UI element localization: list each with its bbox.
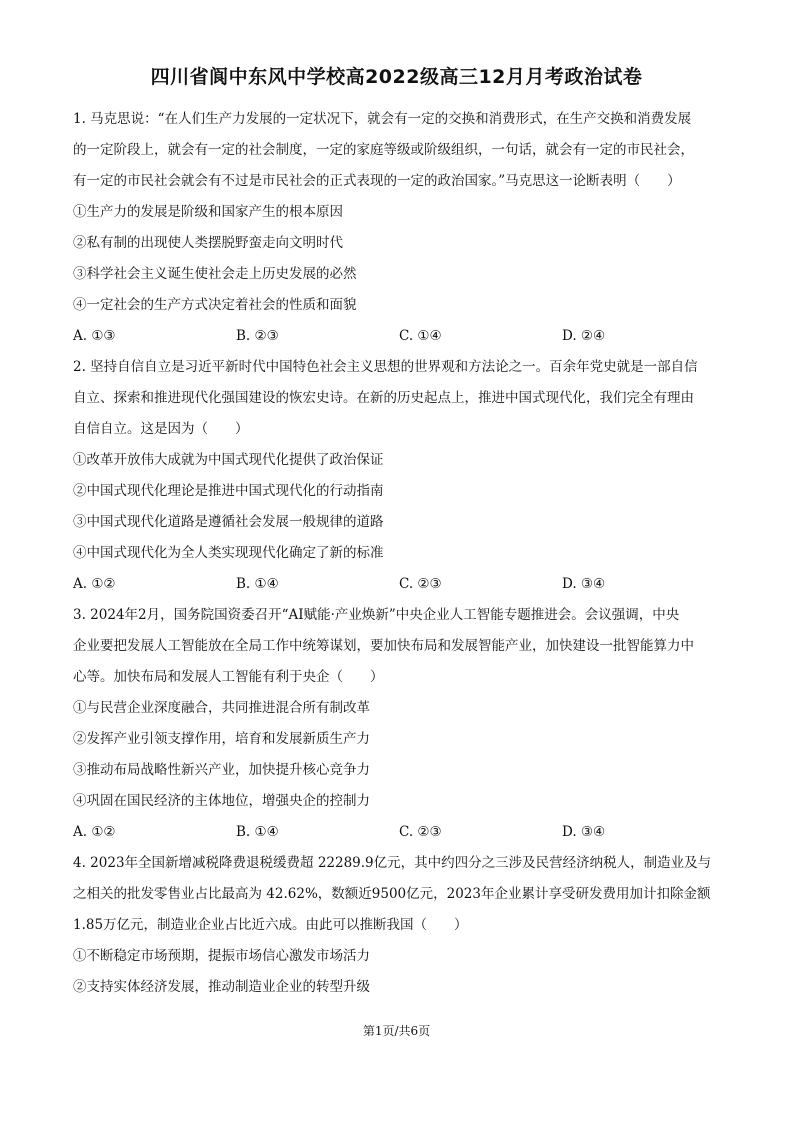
- page-number: 第1页/共6页: [362, 1024, 431, 1038]
- statement-item: ④中国式现代化为全人类实现现代化确定了新的标准: [73, 545, 384, 561]
- answer-options: [73, 569, 725, 600]
- question-block: [73, 848, 725, 1003]
- question-stem-line: 有一定的市民社会就会有不过是市民社会的正式表现的一定的政治国家。”马克思这一论断表明（ ）: [73, 173, 681, 189]
- statement-item: ③中国式现代化道路是遵循社会发展一般规律的道路: [73, 514, 384, 530]
- answer-option: D. ③④: [562, 824, 606, 840]
- question-stem-line: 企业要把发展人工智能放在全局工作中统筹谋划，要加快布局和发展智能产业，加快建设一批智能算力中: [73, 638, 694, 654]
- question-stem-line: 自立、探索和推进现代化强国建设的恢宏史诗。在新的历史起点上，推进中国式现代化，我们完全有理由: [73, 390, 694, 406]
- question-stem-line: 的一定阶段上，就会有一定的社会制度，一定的家庭等级或阶级组织，一句话，就会有一定的市民社会，: [73, 142, 694, 158]
- answer-option: A. ①③: [73, 328, 116, 344]
- answer-options: [73, 817, 725, 848]
- answer-option: A. ①②: [73, 576, 116, 592]
- answer-option: C. ①④: [399, 328, 442, 344]
- statement-item: ③科学社会主义诞生使社会走上历史发展的必然: [73, 266, 357, 282]
- question-block: [73, 104, 725, 352]
- question-stem-line: 心等。加快布局和发展人工智能有利于央企（ ）: [73, 669, 384, 685]
- question-stem-line: 4. 2023年全国新增减税降费退税缓费超 22289.9亿元，其中约四分之三涉及民营经济纳税人，制造业及与: [73, 855, 712, 871]
- statement-item: ①改革开放伟大成就为中国式现代化提供了政治保证: [73, 452, 384, 468]
- answer-option: C. ②③: [399, 576, 442, 592]
- statement-item: ④一定社会的生产方式决定着社会的性质和面貌: [73, 297, 357, 313]
- statement-item: ②私有制的出现使人类摆脱野蛮走向文明时代: [73, 235, 343, 251]
- answer-option: D. ③④: [562, 576, 606, 592]
- answer-option: D. ②④: [562, 328, 606, 344]
- statement-item: ④巩固在国民经济的主体地位，增强央企的控制力: [73, 793, 370, 809]
- statement-item: ②中国式现代化理论是推进中国式现代化的行动指南: [73, 483, 384, 499]
- statement-item: ①不断稳定市场预期，提振市场信心激发市场活力: [73, 948, 370, 964]
- question-stem-line: 自信自立。这是因为（ ）: [73, 421, 249, 437]
- answer-option: B. ②③: [236, 328, 279, 344]
- statement-item: ①生产力的发展是阶级和国家产生的根本原因: [73, 204, 343, 220]
- question-stem-line: 3. 2024年2月，国务院国资委召开“AI赋能·产业焕新”中央企业人工智能专题推进会。会议强调，中央: [73, 607, 680, 623]
- answer-option: A. ①②: [73, 824, 116, 840]
- question-block: [73, 600, 725, 848]
- question-stem-line: 1.85万亿元，制造业企业占比近六成。由此可以推断我国（ ）: [73, 917, 468, 933]
- answer-option: B. ①④: [236, 576, 279, 592]
- page-title: 四川省阆中东风中学校高2022级高三12月月考政治试卷: [150, 66, 643, 88]
- answer-options: [73, 321, 725, 352]
- answer-option: C. ②③: [399, 824, 442, 840]
- statement-item: ②发挥产业引领支撑作用，培育和发展新质生产力: [73, 731, 370, 747]
- question-block: [73, 352, 725, 600]
- statement-item: ②支持实体经济发展，推动制造业企业的转型升级: [73, 979, 370, 995]
- question-list: [73, 104, 725, 1003]
- question-stem-line: 1. 马克思说：“在人们生产力发展的一定状况下，就会有一定的交换和消费形式，在生产交换和消费发展: [73, 111, 692, 127]
- question-stem-line: 之相关的批发零售业占比最高为 42.62%，数额近9500亿元，2023年企业累计享受研发费用加计扣除金额: [73, 886, 711, 902]
- statement-item: ①与民营企业深度融合，共同推进混合所有制改革: [73, 700, 370, 716]
- question-stem-line: 2. 坚持自信自立是习近平新时代中国特色社会主义思想的世界观和方法论之一。百余年党史就是一部自信: [73, 359, 698, 375]
- statement-item: ③推动布局战略性新兴产业，加快提升核心竞争力: [73, 762, 370, 778]
- answer-option: B. ①④: [236, 824, 279, 840]
